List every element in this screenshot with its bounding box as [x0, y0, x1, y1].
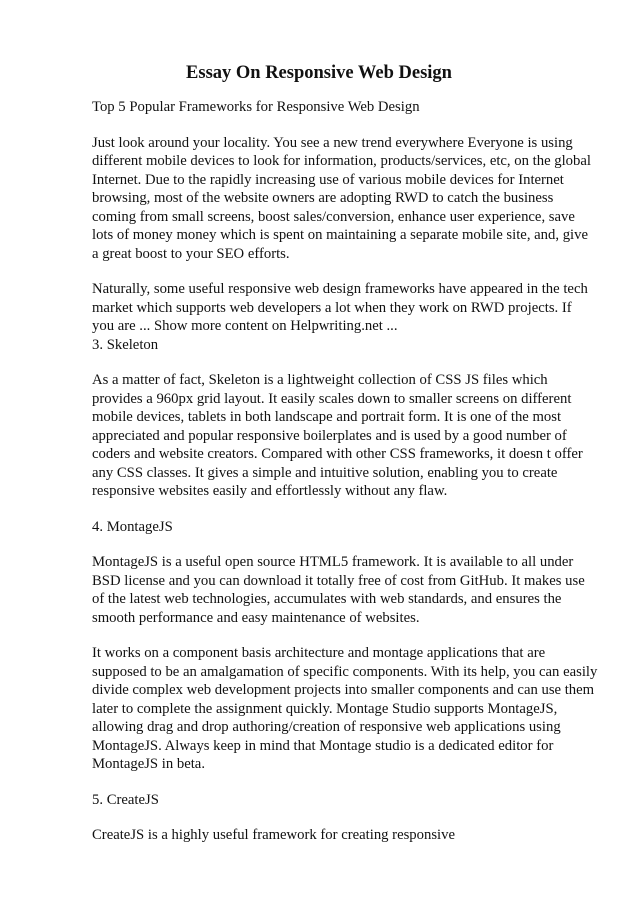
text-line: lots of money money which is spent on maintaining a separate mobile site, and, give [92, 227, 589, 243]
text-line: market which supports web developers a lot when they work on RWD projects. If [92, 299, 572, 316]
frameworks-paragraph [92, 280, 590, 336]
text-line: different mobile devices to look for information, products/services, etc, on the global [92, 153, 591, 169]
text-line: CreateJS is a highly useful framework for creating responsive [92, 827, 455, 843]
text-line: MontageJS is a useful open source HTML5 framework. It is available to all under [92, 554, 574, 570]
text-line: coming from small screens, boost sales/conversion, enhance user experience, save [92, 208, 575, 225]
text-line: 4. MontageJS [92, 518, 173, 535]
skeleton-paragraph [92, 371, 590, 501]
text-line: of the latest web technologies, accumulates with web standards, and ensures the [92, 591, 562, 607]
text-line: MontageJS. Always keep in mind that Montage studio is a dedicated editor for [92, 737, 554, 754]
text-line: appreciated and popular responsive boilerplates and is used by a good number of [92, 427, 567, 444]
text-line: allowing drag and drop authoring/creation of responsive web applications using [92, 719, 561, 735]
section-heading-montagejs [92, 518, 590, 537]
text-line: you are ... Show more content on Helpwriting.net ... [92, 318, 398, 334]
section-heading-skeleton [92, 336, 590, 355]
text-line: 3. Skeleton [92, 336, 159, 353]
text-line: supposed to be an amalgamation of specific components. With its help, you can easily [92, 663, 598, 680]
text-line: responsive websites easily and effortlessly without any flaw. [92, 483, 448, 499]
text-line: BSD license and you can download it totally free of cost from GitHub. It makes use [92, 572, 585, 589]
text-line: Internet. Due to the rapidly increasing use of various mobile devices for Internet [92, 171, 564, 188]
text-line: any CSS classes. It gives a simple and intuitive solution, enabling you to create [92, 464, 558, 481]
text-line: Naturally, some useful responsive web design frameworks have appeared in the tech [92, 281, 588, 297]
montagejs-paragraph [92, 553, 590, 627]
text-line: Just look around your locality. You see a new trend everywhere Everyone is using [92, 134, 573, 151]
text-line: browsing, most of the website owners are adopting RWD to catch the business [92, 190, 554, 206]
createjs-paragraph [92, 826, 590, 845]
text-line: provides a 960px grid layout. It easily scales down to smaller screens on different [92, 390, 572, 407]
text-line: It works on a component basis architecture and montage applications that are [92, 645, 546, 661]
text-line: divide complex web development projects into smaller components and can use them [92, 682, 595, 698]
text-line: MontageJS in beta. [92, 756, 205, 772]
text-line: coders and website creators. Compared with other CSS frameworks, it doesn t offer [92, 446, 583, 462]
text-line: Top 5 Popular Frameworks for Responsive Web Design [92, 99, 420, 115]
section-heading-createjs [92, 791, 590, 810]
text-line: later to complete the assignment quickly. Montage Studio supports MontageJS, [92, 700, 558, 717]
page-title: Essay On Responsive Web Design [186, 63, 452, 83]
text-line: 5. CreateJS [92, 791, 159, 808]
intro-paragraph [92, 134, 590, 264]
text-line: a great boost to your SEO efforts. [92, 245, 290, 262]
text-line: mobile devices, tablets in both landscape and portrait form. It is one of the most [92, 409, 562, 425]
montagejs-components-paragraph [92, 644, 598, 774]
text-line: smooth performance and easy maintenance of websites. [92, 609, 420, 626]
text-line: As a matter of fact, Skeleton is a lightweight collection of CSS JS files which [92, 372, 548, 388]
subtitle-paragraph [92, 98, 590, 117]
